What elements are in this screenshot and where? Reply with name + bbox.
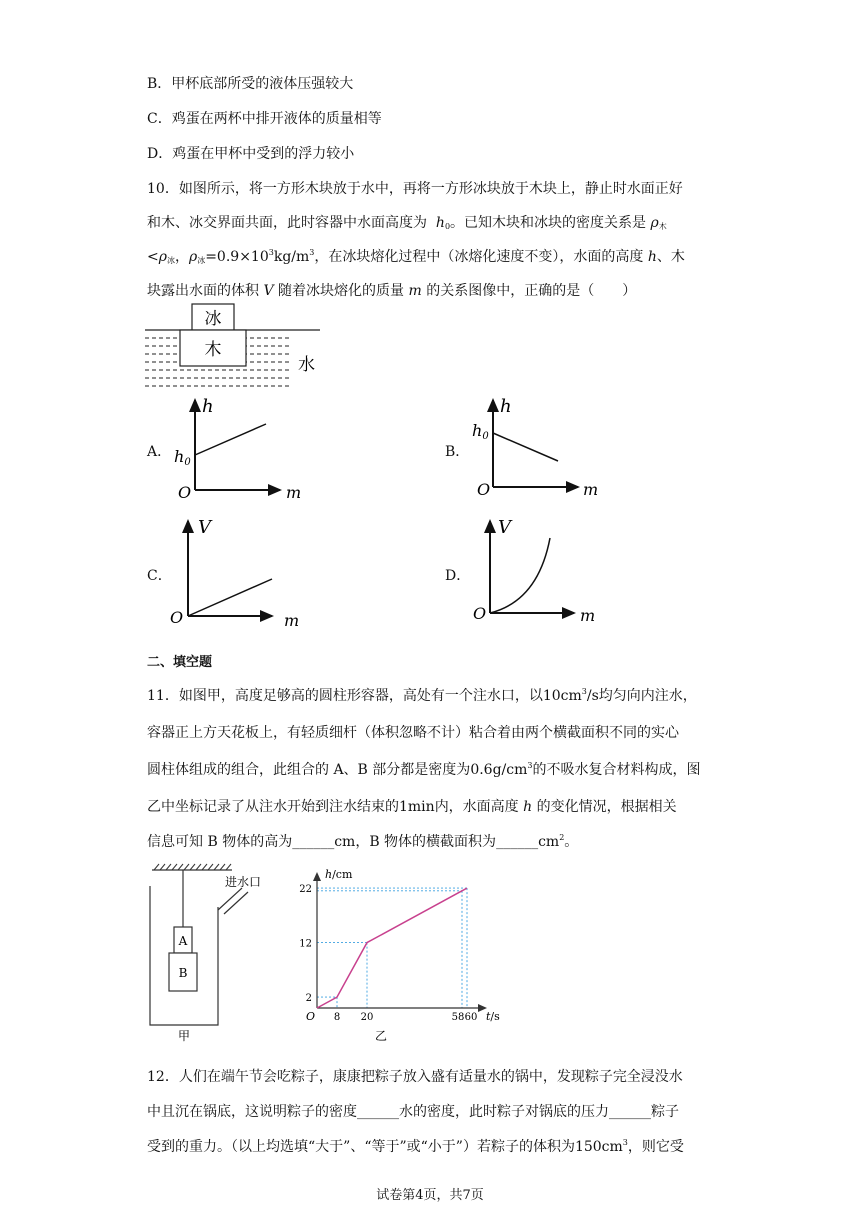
origin: O bbox=[178, 483, 192, 502]
axis-m: m bbox=[580, 606, 596, 625]
q9-option-c: C．鸡蛋在两杯中排开液体的质量相等 bbox=[147, 111, 382, 127]
q10-line-1: 10．如图所示，将一方形木块放于水中，再将一方形冰块放于木块上，静止时水面正好 bbox=[147, 181, 683, 197]
q11-line-5: 信息可知 B 物体的高为______cm，B 物体的横截面积为$\_\_\_\_\_\_cm^2$。 bbox=[147, 833, 579, 850]
q10-line-3: $<\rho_冰$，$\rho_冰=0.9\times 10^3kg/m^3$，在冰块熔化过程中（冰熔化速度不变），水面的高度 h、木 bbox=[147, 248, 685, 265]
x-axis-label: t/s bbox=[486, 1010, 500, 1023]
q10-line-2: 和木、冰交界面共面，此时容器中水面高度为 $h_0$。已知木块和冰块的密度关系是 $\rho_木$ bbox=[147, 215, 667, 231]
h0-label: h0 bbox=[472, 421, 489, 442]
q11-line-1: 11．如图甲，高度足够高的圆柱形容器，高处有一个注水口，以$10cm^3/s$均匀向内注水， bbox=[147, 687, 697, 704]
part-a-label: A bbox=[178, 934, 188, 948]
axis-h: h bbox=[202, 396, 214, 417]
y-tick-2: 2 bbox=[305, 993, 312, 1005]
q10-option-b-graph bbox=[468, 392, 608, 504]
h0-label: h0 bbox=[174, 447, 191, 468]
origin: O bbox=[473, 604, 487, 623]
q10-option-d-graph bbox=[468, 513, 608, 631]
x-tick-60: 60 bbox=[464, 1012, 478, 1023]
blank-b-height[interactable]: ______ bbox=[292, 834, 335, 850]
q9-option-d: D．鸡蛋在甲杯中受到的浮力较小 bbox=[147, 146, 355, 162]
q10-option-a-graph bbox=[168, 392, 308, 504]
inlet-label: 进水口 bbox=[225, 875, 262, 889]
water-label: 水 bbox=[298, 355, 315, 375]
chart-origin: O bbox=[306, 1010, 316, 1023]
series-line bbox=[317, 888, 467, 1008]
y-tick-22: 22 bbox=[299, 884, 312, 896]
q10-option-c-graph bbox=[168, 513, 308, 631]
q11-line-2: 容器正上方天花板上，有轻质细杆（体积忽略不计）粘合着由两个横截面积不同的实心 bbox=[147, 725, 679, 741]
q10-option-c-label: C． bbox=[147, 568, 172, 584]
q12-line-2: 中且沉在锅底，这说明粽子的密度______水的密度，此时粽子对锅底的压力______粽子 bbox=[147, 1104, 679, 1120]
origin: O bbox=[477, 480, 491, 499]
axis-m: m bbox=[583, 480, 599, 499]
x-tick-8: 8 bbox=[333, 1012, 341, 1023]
blank-b-area[interactable]: ______ bbox=[496, 834, 539, 850]
q10-option-a-label: A． bbox=[147, 444, 172, 460]
q11-line-3: 圆柱体组成的组合，此组合的 A、B 部分都是密度为$0.6g/cm^3$的不吸水复合材料构成，图 bbox=[147, 761, 701, 778]
axis-h: h bbox=[500, 396, 512, 417]
q12-line-3: 受到的重力。（以上均选填“大于”、“等于”或“小于”）若粽子的体积为$150cm^3$，则它受 bbox=[147, 1138, 684, 1155]
page-footer: 试卷第4页，共7页 bbox=[376, 1188, 484, 1203]
blank-density[interactable]: ______ bbox=[357, 1104, 399, 1120]
q10-option-d-label: D． bbox=[445, 568, 471, 584]
q11-container-figure bbox=[140, 862, 290, 1042]
part-b-label: B bbox=[178, 966, 188, 980]
axis-v: V bbox=[198, 517, 211, 538]
figure-yi-label: 乙 bbox=[375, 1029, 388, 1043]
axis-m: m bbox=[284, 611, 300, 630]
ice-label: 冰 bbox=[204, 309, 222, 329]
axis-v: V bbox=[498, 517, 511, 538]
origin: O bbox=[170, 608, 184, 627]
figure-jia-label: 甲 bbox=[178, 1029, 191, 1042]
q10-line-4: 块露出水面的体积 V 随着冰块熔化的质量 m 的关系图像中，正确的是（ ） bbox=[147, 283, 637, 299]
y-axis-label: h/cm bbox=[325, 868, 353, 881]
y-tick-12: 12 bbox=[299, 938, 312, 950]
x-tick-58: 58 bbox=[451, 1012, 465, 1023]
axis-m: m bbox=[286, 483, 302, 502]
wood-label: 木 bbox=[204, 340, 222, 360]
q11-line-4: 乙中坐标记录了从注水开始到注水结束的1min内，水面高度 h 的变化情况，根据相关 bbox=[147, 799, 677, 815]
q11-chart bbox=[290, 868, 520, 1044]
q12-line-1: 12．人们在端午节会吃粽子，康康把粽子放入盛有适量水的锅中，发现粽子完全浸没水 bbox=[147, 1069, 683, 1085]
section-fill-in-blank: 二、填空题 bbox=[147, 655, 213, 670]
q10-option-b-label: B． bbox=[445, 444, 470, 460]
q10-ice-wood-figure bbox=[140, 300, 330, 392]
blank-force[interactable]: ______ bbox=[609, 1104, 651, 1120]
q9-option-b: B．甲杯底部所受的液体压强较大 bbox=[147, 76, 354, 92]
x-tick-20: 20 bbox=[360, 1012, 374, 1023]
